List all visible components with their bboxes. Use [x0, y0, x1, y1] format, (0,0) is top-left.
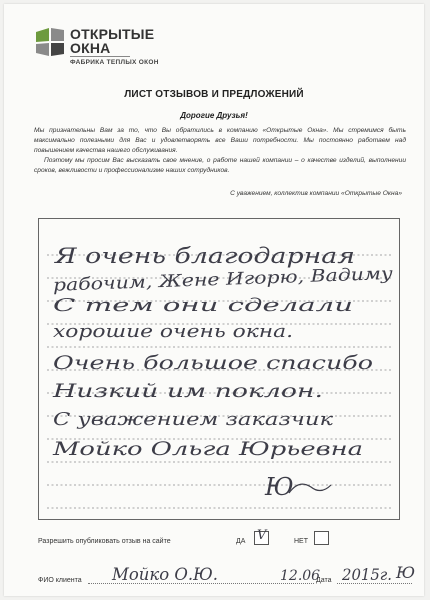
date-label: Дата	[316, 577, 332, 584]
date-line	[337, 583, 412, 584]
closing-signature: С уважением, коллектив компании «Открытые Окна»	[230, 190, 402, 197]
feedback-writing-area[interactable]	[38, 218, 400, 520]
client-name-value[interactable]: Мойко О.Ю.	[111, 565, 218, 585]
intro-paragraph-2: Поэтому мы просим Вас высказать свое мнение, о работе нашей компании – о качестве изделий, выполнении сроков, вежливости и профессионализме наших сотрудников.	[34, 157, 406, 174]
handwritten-initials: Ю	[265, 473, 294, 501]
publish-yes-checkbox[interactable]	[254, 528, 269, 545]
date-value[interactable]: 2015г.	[341, 565, 392, 584]
no-label: НЕТ	[294, 538, 308, 545]
handwritten-line-4: хорошие очень окна.	[53, 321, 293, 342]
signature-flourish	[289, 484, 331, 493]
date-initials: Ю	[396, 563, 416, 582]
yes-check-mark: V	[257, 528, 267, 543]
feedback-sheet	[4, 4, 424, 596]
signature-handwriting	[90, 560, 420, 590]
greeting: Дорогие Друзья!	[180, 111, 248, 120]
logo-title	[70, 27, 154, 55]
handwritten-line-3: С тем они сделали	[53, 295, 353, 316]
handwritten-line-6: Низкий им поклон.	[51, 380, 324, 402]
handwritten-date: 12.06	[280, 568, 321, 584]
handwriting-canvas	[39, 219, 399, 519]
page-title: ЛИСТ ОТЗЫВОВ И ПРЕДЛОЖЕНИЙ	[124, 89, 304, 100]
logo-divider	[70, 56, 130, 57]
company-logo	[34, 26, 214, 74]
logo-line-2: ОКНА	[70, 40, 111, 56]
intro-paragraph-1: Мы признательны Вам за то, что Вы обратились в компанию «Открытые Окна». Мы стремимся быть максимально полезными для Вас и удовлетворять все Ваши потребности. Мы постоянно работаем над повышением качества нашего обслуживания.	[34, 127, 406, 154]
publish-no-checkbox[interactable]	[314, 531, 329, 545]
intro-text	[34, 126, 406, 176]
logo-subtitle: ФАБРИКА ТЕПЛЫХ ОКОН	[70, 59, 159, 66]
publish-consent-label: Разрешить опубликовать отзыв на сайте	[38, 538, 171, 545]
client-name-label: ФИО клиента	[38, 577, 82, 584]
logo-line-1: ОТКРЫТЫЕ	[70, 26, 155, 42]
handwritten-line-7: С уважением заказчик	[53, 409, 334, 430]
handwritten-line-5: Очень большое спасибо	[53, 352, 373, 374]
handwritten-line-8: Мойко Ольга Юрьевна	[51, 438, 363, 460]
window-logo-icon	[34, 26, 66, 58]
yes-label: ДА	[236, 538, 246, 545]
handwritten-line-2: рабочим, Жене Игорю, Вадиму	[52, 265, 336, 296]
handwritten-line-1: Я очень благодарная	[53, 244, 356, 268]
